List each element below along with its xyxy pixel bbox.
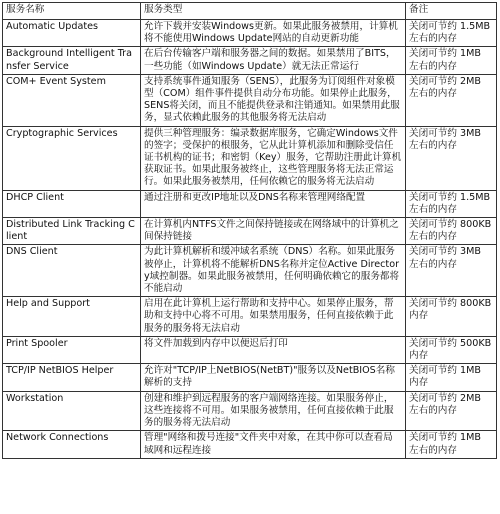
table-row	[3, 126, 497, 190]
service-name: Workstation	[3, 391, 141, 431]
service-note: 关闭可节约 3MB 左右的内存	[406, 245, 497, 297]
table-row	[3, 336, 497, 363]
table-row	[3, 297, 497, 337]
service-name: Background Intelligent Transfer Service	[3, 47, 141, 74]
service-name: COM+ Event System	[3, 74, 141, 126]
service-description: 在计算机内NTFS文件之间保持链接或在网络域中的计算机之间保持链接	[141, 218, 406, 245]
service-description: 管理"网络和拨号连接"文件夹中对象，在其中你可以查看局域网和远程连接	[141, 431, 406, 458]
table-row	[3, 190, 497, 217]
services-table	[2, 2, 497, 459]
table-row	[3, 20, 497, 47]
service-name: DNS Client	[3, 245, 141, 297]
service-description: 通过注册和更改IP地址以及DNS名称来管理网络配置	[141, 190, 406, 217]
service-note: 关闭可节约 1MB 内存	[406, 364, 497, 391]
table-row	[3, 218, 497, 245]
service-description: 为此计算机解析和缓冲域名系统（DNS）名称。如果此服务被停止，计算机将不能解析DNS名称并定位Active Directory域控制器。如果此服务被禁用，任何明确依赖它的服务都将不能启动	[141, 245, 406, 297]
header-type: 服务类型	[141, 3, 406, 20]
service-name: Help and Support	[3, 297, 141, 337]
service-note: 关闭可节约 1.5MB 左右的内存	[406, 20, 497, 47]
service-description: 启用在此计算机上运行帮助和支持中心。如果停止服务，帮助和支持中心将不可用。如果禁用服务，任何直接依赖于此服务的服务将无法启动	[141, 297, 406, 337]
service-note: 关闭可节约 1.5MB 左右的内存	[406, 190, 497, 217]
table-row	[3, 245, 497, 297]
service-name: Print Spooler	[3, 336, 141, 363]
service-name: Distributed Link Tracking Client	[3, 218, 141, 245]
service-note: 关闭可节约 800KB 内存	[406, 297, 497, 337]
table-row	[3, 74, 497, 126]
service-description: 在后台传输客户端和服务器之间的数据。如果禁用了BITS，一些功能（如Windows Update）就无法正常运行	[141, 47, 406, 74]
service-description: 将文件加载到内存中以便迟后打印	[141, 336, 406, 363]
table-row	[3, 431, 497, 458]
header-name: 服务名称	[3, 3, 141, 20]
service-note: 关闭可节约 2MB 左右的内存	[406, 74, 497, 126]
service-name: TCP/IP NetBIOS Helper	[3, 364, 141, 391]
service-note: 关闭可节约 2MB 左右的内存	[406, 391, 497, 431]
table-row	[3, 47, 497, 74]
service-name: Cryptographic Services	[3, 126, 141, 190]
service-note: 关闭可节约 800KB 左右的内存	[406, 218, 497, 245]
service-description: 允许对"TCP/IP上NetBIOS(NetBT)"服务以及NetBIOS名称解析的支持	[141, 364, 406, 391]
service-name: Network Connections	[3, 431, 141, 458]
table-row	[3, 364, 497, 391]
service-note: 关闭可节约 1MB 左右的内存	[406, 431, 497, 458]
service-note: 关闭可节约 500KB 内存	[406, 336, 497, 363]
service-description: 支持系统事件通知服务（SENS），此服务为订阅组件对象模型（COM）组件事件提供自动分布功能。如果停止此服务，SENS将关闭，而且不能提供登录和注销通知。如果禁用此服务，显式依赖此服务的其他服务将无法启动	[141, 74, 406, 126]
service-description: 允许下载并安装Windows更新。如果此服务被禁用，计算机将不能使用Windows Update网站的自动更新功能	[141, 20, 406, 47]
service-name: Automatic Updates	[3, 20, 141, 47]
header-note: 备注	[406, 3, 497, 20]
service-name: DHCP Client	[3, 190, 141, 217]
header-row	[3, 3, 497, 20]
service-description: 提供三种管理服务：编录数据库服务，它确定Windows文件的签字；受保护的根服务，它从此计算机添加和删除受信任证书机构的证书；和密钥（Key）服务，它帮助注册此计算机获取证书。如果此服务被终止，这些管理服务将无法正常运行。如果此服务被禁用，任何依赖它的服务将无法启动	[141, 126, 406, 190]
service-description: 创建和维护到远程服务的客户端网络连接。如果服务停止，这些连接将不可用。如果服务被禁用，任何直接依赖于此服务的服务将无法启动	[141, 391, 406, 431]
service-note: 关闭可节约 1MB 左右的内存	[406, 47, 497, 74]
table-row	[3, 391, 497, 431]
service-note: 关闭可节约 3MB 左右的内存	[406, 126, 497, 190]
